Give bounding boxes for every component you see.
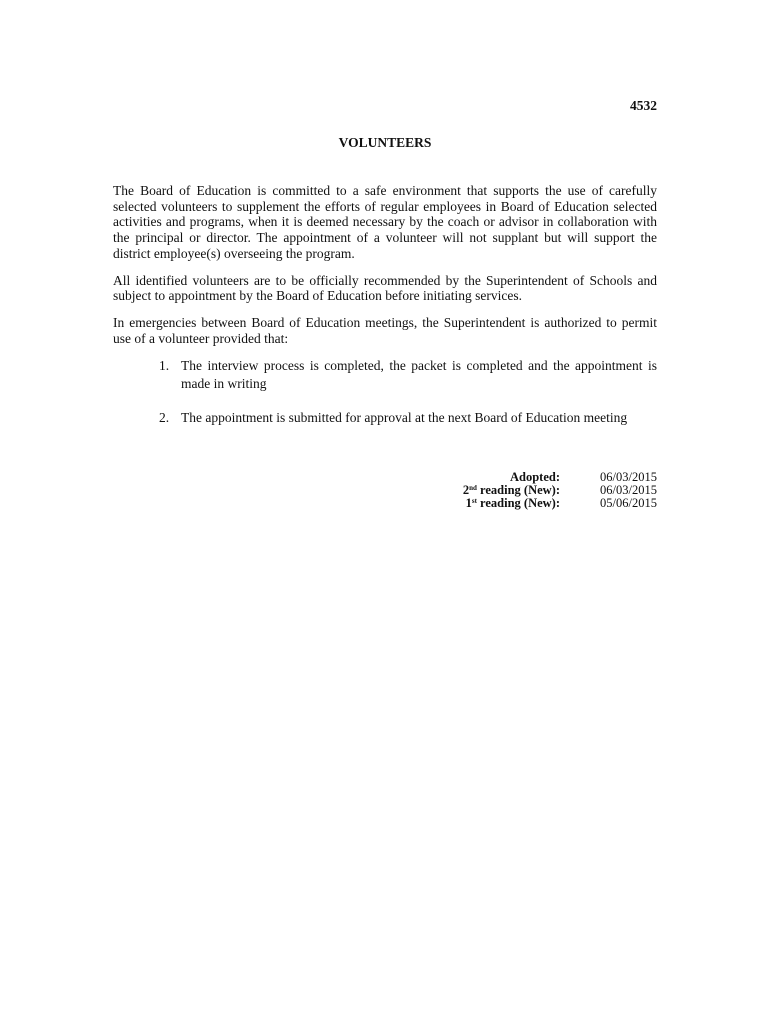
list-item bbox=[113, 357, 657, 393]
adoption-row-first-reading bbox=[360, 497, 657, 510]
first-reading-text: reading (New): bbox=[476, 496, 560, 510]
paragraph-emergencies: In emergencies between Board of Education meetings, the Superintendent is authorized to permit use of a volunteer provided that: bbox=[113, 314, 657, 346]
second-reading-date: 06/03/2015 bbox=[600, 483, 657, 497]
first-reading-date: 05/06/2015 bbox=[600, 496, 657, 510]
policy-number: 4532 bbox=[630, 98, 657, 113]
list-item-text: The interview process is completed, the packet is completed and the appointment is made in writing bbox=[181, 358, 657, 392]
adopted-label: Adopted: bbox=[509, 470, 560, 484]
list-item bbox=[113, 409, 657, 427]
adopted-date: 06/03/2015 bbox=[600, 470, 657, 484]
paragraph-commitment: The Board of Education is committed to a safe environment that supports the use of carefully selected volunteers to supplement the efforts of regular employees in Board of Education selected activities and programs, when it is deemed necessary by the coach or advisor in collaboration with the principal or director. The appointment of a volunteer will not supplant but will support the district employee(s) overseeing the program. bbox=[113, 183, 657, 261]
adoption-history bbox=[360, 471, 657, 510]
first-reading-prefix: 1 bbox=[465, 496, 472, 510]
paragraph-recommendation: All identified volunteers are to be officially recommended by the Superintendent of Schools and subject to appointment by the Board of Education before initiating services. bbox=[113, 272, 657, 304]
page-title: VOLUNTEERS bbox=[338, 135, 432, 150]
document-body bbox=[113, 183, 657, 443]
list-item-text: The appointment is submitted for approval at the next Board of Education meeting bbox=[181, 410, 628, 426]
list-item-number: 2. bbox=[159, 410, 170, 426]
first-reading-sup: st bbox=[471, 497, 477, 505]
list-item-number: 1. bbox=[159, 358, 170, 374]
conditions-list bbox=[113, 357, 657, 427]
second-reading-sup: nd bbox=[469, 484, 477, 492]
second-reading-prefix: 2 bbox=[462, 483, 470, 497]
first-reading-label bbox=[360, 497, 560, 510]
second-reading-text: reading (New): bbox=[476, 483, 560, 497]
